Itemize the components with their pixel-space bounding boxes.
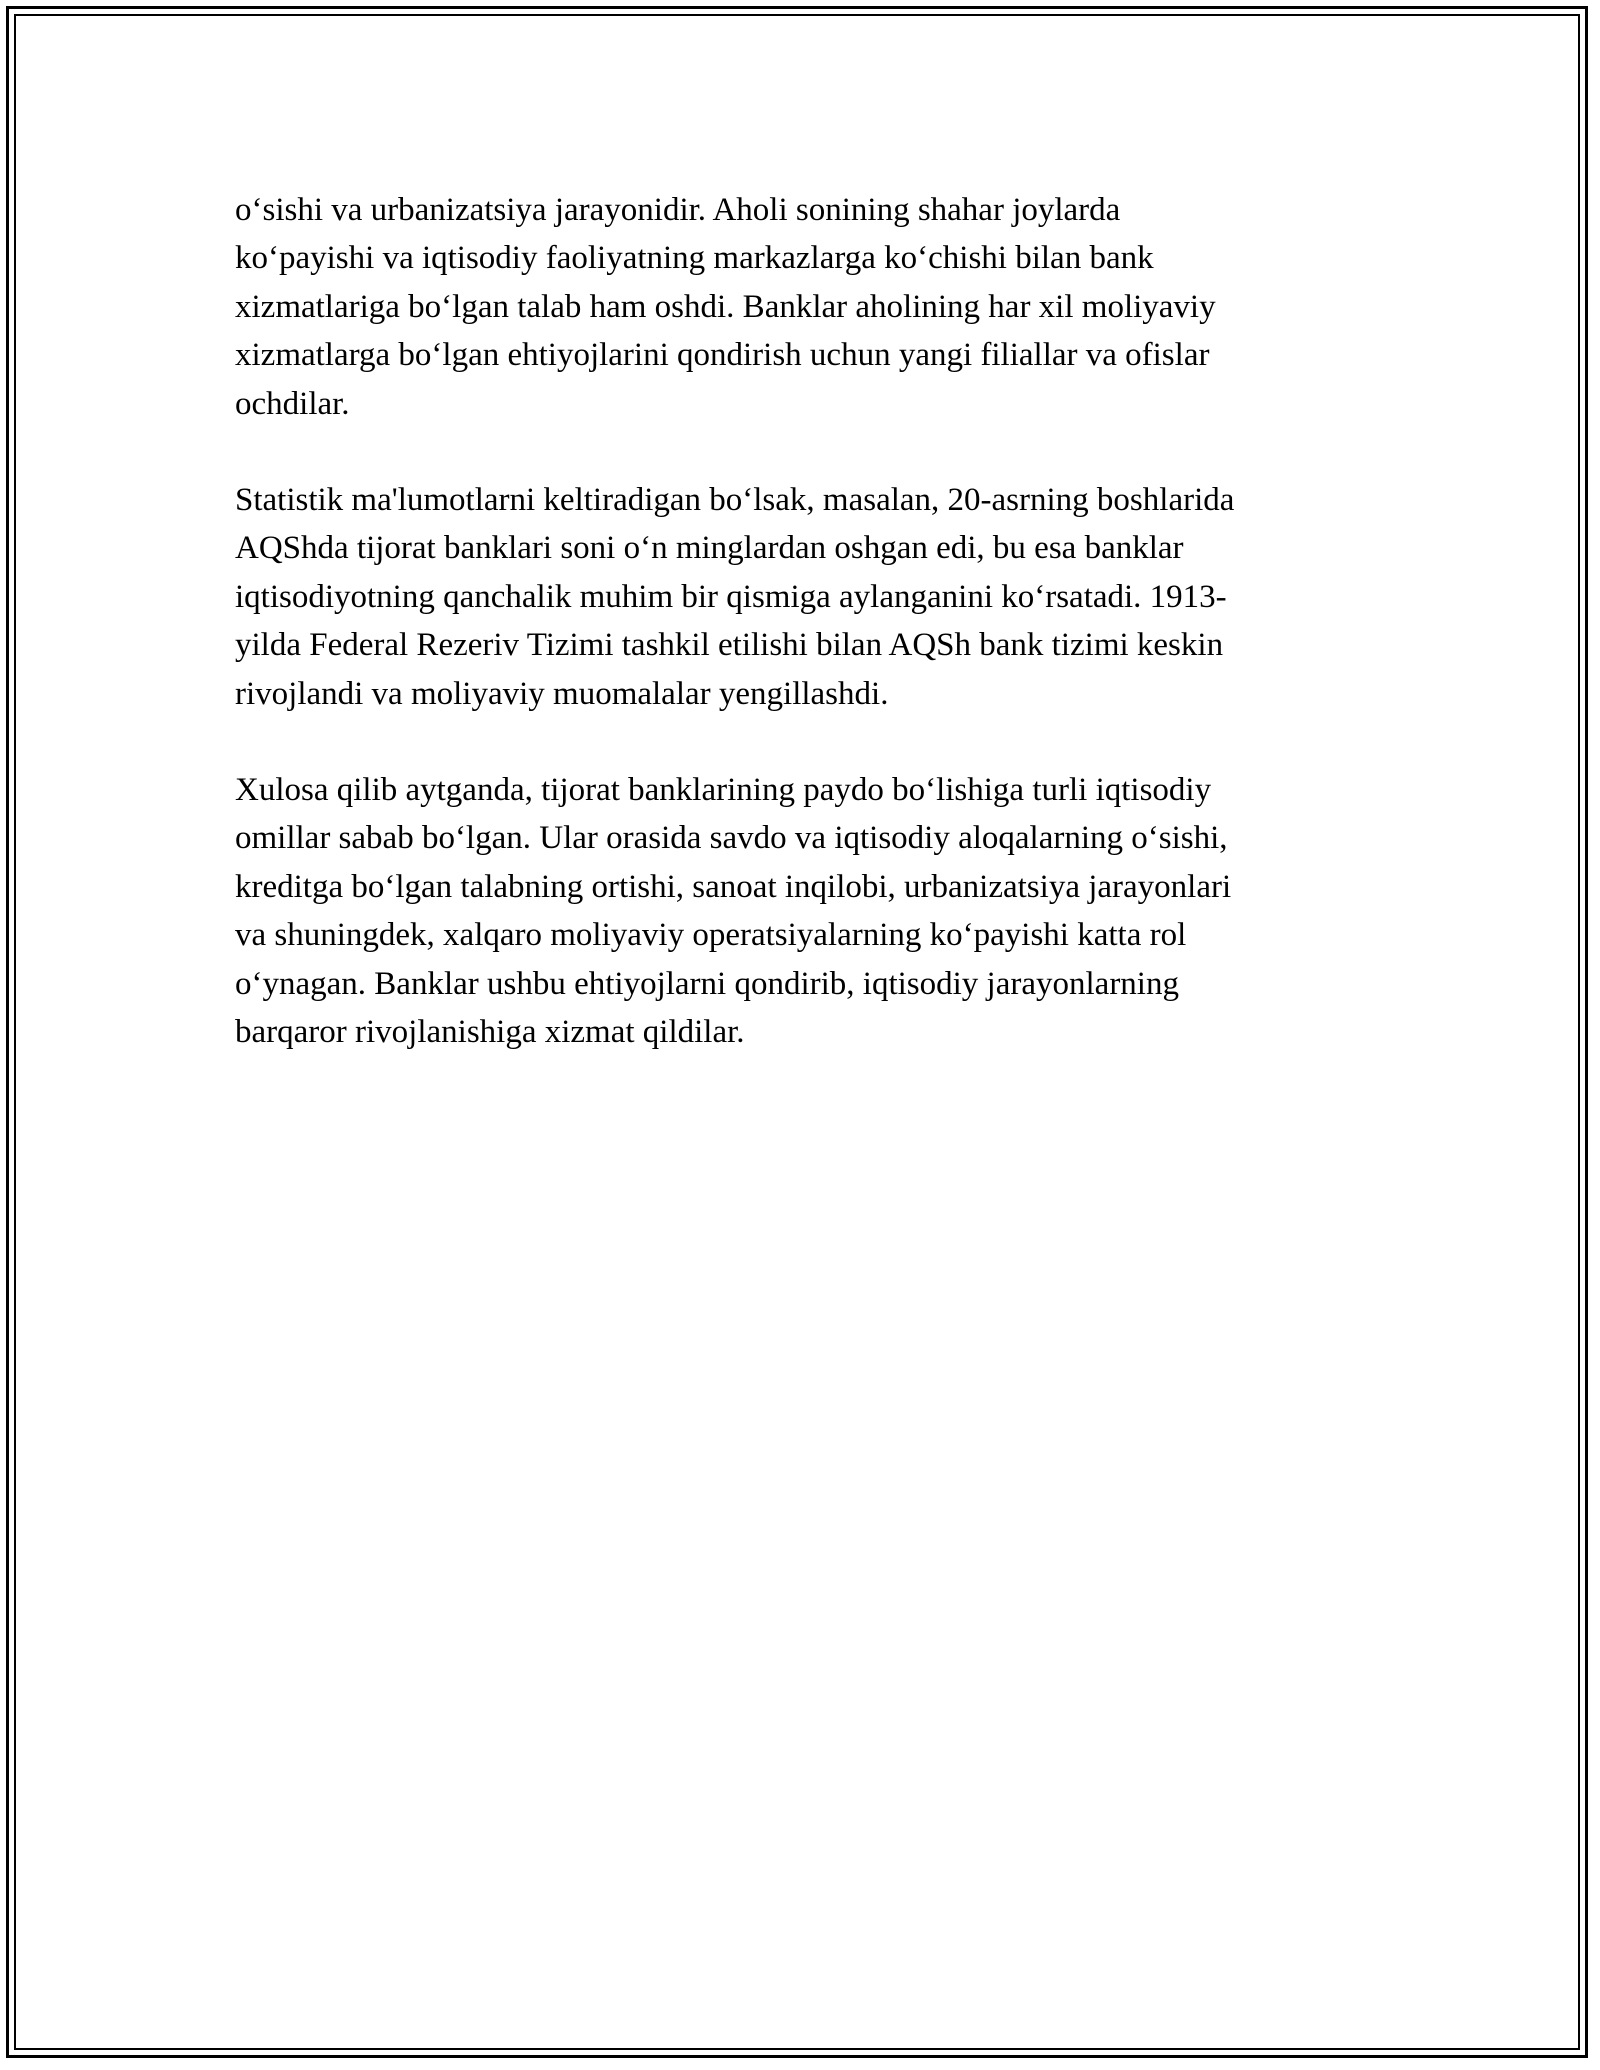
paragraph-urbanization: o‘sishi va urbanizatsiya jarayonidir. Aholi sonining shahar joylarda ko‘payishi va iqtisodiy faoliyatning markazlarga ko‘chishi bilan bank xizmatlariga bo‘lgan talab ham oshdi. Banklar aholining har xil moliyaviy xizmatlarga bo‘lgan ehtiyojlarini qondirish uchun yangi filiallar va ofislar ochdilar. — [235, 192, 1216, 422]
paragraph-statistics: Statistik ma'lumotlarni keltiradigan bo‘lsak, masalan, 20-asrning boshlarida AQShda tijorat banklari soni o‘n minglardan oshgan edi, bu esa banklar iqtisodiyotning qanchalik muhim bir qismiga aylanganini ko‘rsatadi. 1913- yilda Federal Rezeriv Tizimi tashkil etilishi bilan AQSh bank tizimi keskin rivojlandi va moliyaviy muomalalar yengillashdi. — [235, 482, 1235, 712]
paragraph-conclusion: Xulosa qilib aytganda, tijorat banklarining paydo bo‘lishiga turli iqtisodiy omillar sabab bo‘lgan. Ular orasida savdo va iqtisodiy aloqalarning o‘sishi, kreditga bo‘lgan talabning ortishi, sanoat inqilobi, urbanizatsiya jarayonlari va shuningdek, xalqaro moliyaviy operatsiyalarning ko‘payishi katta rol o‘ynagan. Banklar ushbu ehtiyojlarni qondirib, iqtisodiy jarayonlarning barqaror rivojlanishiga xizmat qildilar. — [235, 772, 1232, 1051]
document-body — [235, 186, 1365, 1105]
